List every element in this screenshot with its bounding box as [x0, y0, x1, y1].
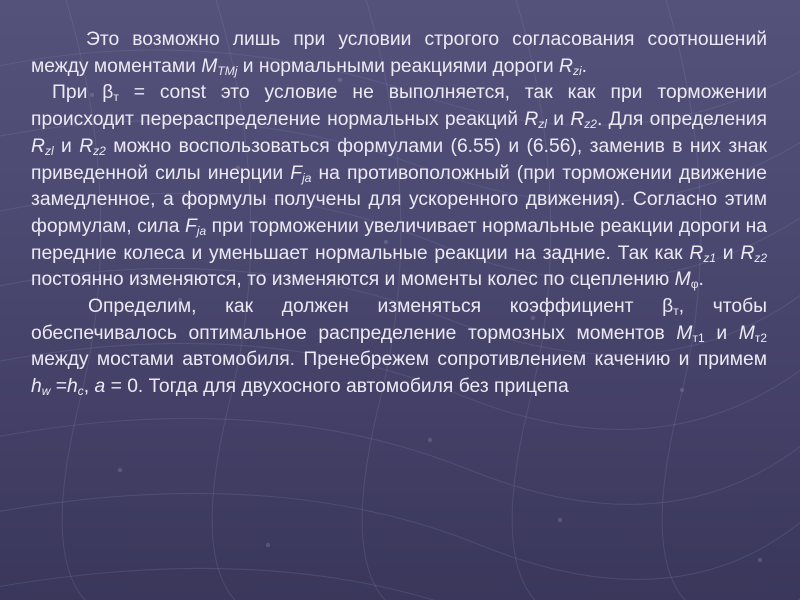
paragraph-coefficient-definition: Определим, как должен изменяться коэффициент $\beta_т$, чтобы обеспечивалось оптимальное распределение тормозных моментов $М_{т1}$ и $М_{т2}$ между мостами автомобиля. Пренебрежем сопротивлением качению и примем $h_w =h_c$, a = 0. Тогда для двухосного автомобиля без прицепа: [31, 296, 767, 399]
paragraph-reaction-redistribution: При $\beta_т$ = const это условие не выполняется, так как при торможении происходит перераспределение нормальных реакций $R_{zl}$ и $R_{z2}$. Для определения $R_{zl}$ и $R_{z2}$ можно воспользоваться формулами (6.55) и (6.56), заменив в них знак приведенной силы инерции $F_{ja}$ на противоположный (при торможении движение замедленное, а формулы получены для ускоренного движения). Согласно этим формулам, сила $F_{ja}$ при торможении увеличивает нормальные реакции дороги на передние колеса и уменьшает нормальные реакции на задние. Так как $R_{z1}$ и $R_{z2}$ постоянно изменяются, то изменяются и моменты колес по сцеплению $М_\varphi$.: [31, 82, 767, 292]
slide-text: [31, 27, 767, 401]
paragraph-torque-condition: Это возможно лишь при условии строгого согласования соотношений между моментами $М_{ТМj}$ и нормальными реакциями дороги $R_{zi}$.: [31, 29, 767, 78]
